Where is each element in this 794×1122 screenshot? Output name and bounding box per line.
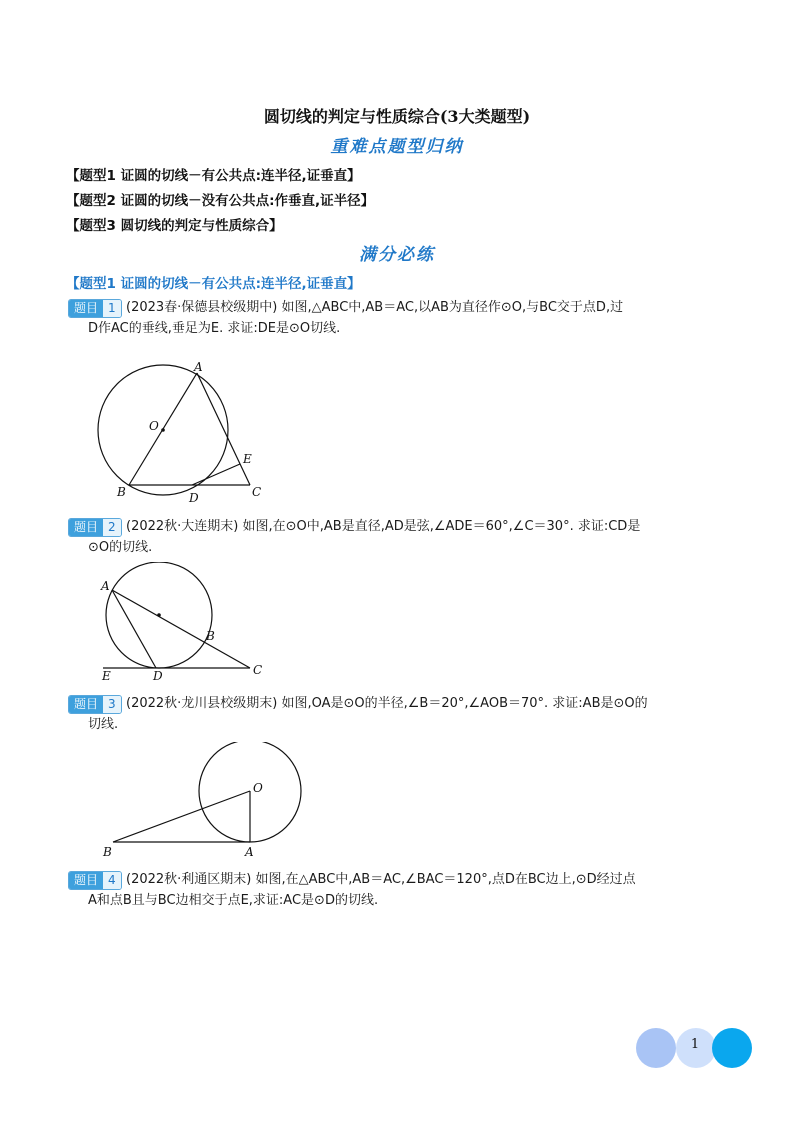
page-dot-left <box>636 1028 676 1068</box>
section-subtitle-practice: 满分必练 <box>359 245 435 265</box>
question-text-4 <box>88 869 733 911</box>
center-point <box>157 613 161 617</box>
label-c: C <box>252 485 262 499</box>
segment-ad <box>112 590 156 668</box>
question-badge-number: 3 <box>103 696 121 713</box>
question-badge-number: 4 <box>103 872 121 889</box>
section-heading: 【题型1 证圆的切线－有公共点:连半径,证垂直】 <box>66 276 361 292</box>
page-title: 圆切线的判定与性质综合(3大类题型) <box>263 107 531 126</box>
toc-item-3: 【题型3 圆切线的判定与性质综合】 <box>66 218 283 234</box>
segment-ac <box>197 373 250 485</box>
page-dot-right <box>712 1028 752 1068</box>
question-line: (2022秋·利通区期末) 如图,在△ABC中,AB＝AC,∠BAC＝120°,点D在BC边上,⊙D经过点 <box>126 872 636 887</box>
label-b: B <box>103 845 112 859</box>
question-text-2 <box>88 516 733 558</box>
figure-question-2 <box>95 562 275 682</box>
figure-question-3 <box>95 742 315 862</box>
question-line: ⊙O的切线. <box>88 540 153 555</box>
question-text-1 <box>88 297 733 339</box>
label-b: B <box>117 485 126 499</box>
section-subtitle-summary: 重难点题型归纳 <box>330 137 464 157</box>
center-point <box>161 428 165 432</box>
label-o: O <box>149 419 159 433</box>
question-line: (2022秋·大连期末) 如图,在⊙O中,AB是直径,AD是弦,∠ADE＝60°,∠C＝30°. 求证:CD是 <box>126 519 641 534</box>
question-badge-label: 题目 <box>69 872 103 889</box>
question-badge-label: 题目 <box>69 696 103 713</box>
segment-ac <box>112 590 250 668</box>
label-c: C <box>253 663 263 677</box>
label-a: A <box>101 579 110 593</box>
question-line: 切线. <box>88 717 119 732</box>
toc-item-2: 【题型2 证圆的切线－没有公共点:作垂直,证半径】 <box>66 193 375 209</box>
question-line: D作AC的垂线,垂足为E. 求证:DE是⊙O切线. <box>88 321 341 336</box>
label-a: A <box>194 360 203 374</box>
toc-item-1: 【题型1 证圆的切线－有公共点:连半径,证垂直】 <box>66 168 361 184</box>
question-badge-number: 2 <box>103 519 121 536</box>
label-e: E <box>102 669 111 682</box>
question-badge-label: 题目 <box>69 519 103 536</box>
page-number: 1 <box>690 1037 700 1052</box>
label-d: D <box>153 669 163 682</box>
question-text-3 <box>88 693 733 735</box>
segment-bo <box>113 791 250 842</box>
question-badge-number: 1 <box>103 300 121 317</box>
question-badge-label: 题目 <box>69 300 103 317</box>
question-line: (2022秋·龙川县校级期末) 如图,OA是⊙O的半径,∠B＝20°,∠AOB＝70°. 求证:AB是⊙O的 <box>126 696 648 711</box>
question-line: (2023春·保德县校级期中) 如图,△ABC中,AB＝AC,以AB为直径作⊙O,与BC交于点D,过 <box>126 300 624 315</box>
label-a: A <box>245 845 254 859</box>
label-b: B <box>206 629 215 643</box>
label-d: D <box>189 491 199 505</box>
label-o: O <box>253 781 263 795</box>
figure-question-1 <box>95 360 275 510</box>
label-e: E <box>243 452 252 466</box>
question-line: A和点B且与BC边相交于点E,求证:AC是⊙D的切线. <box>88 893 379 908</box>
